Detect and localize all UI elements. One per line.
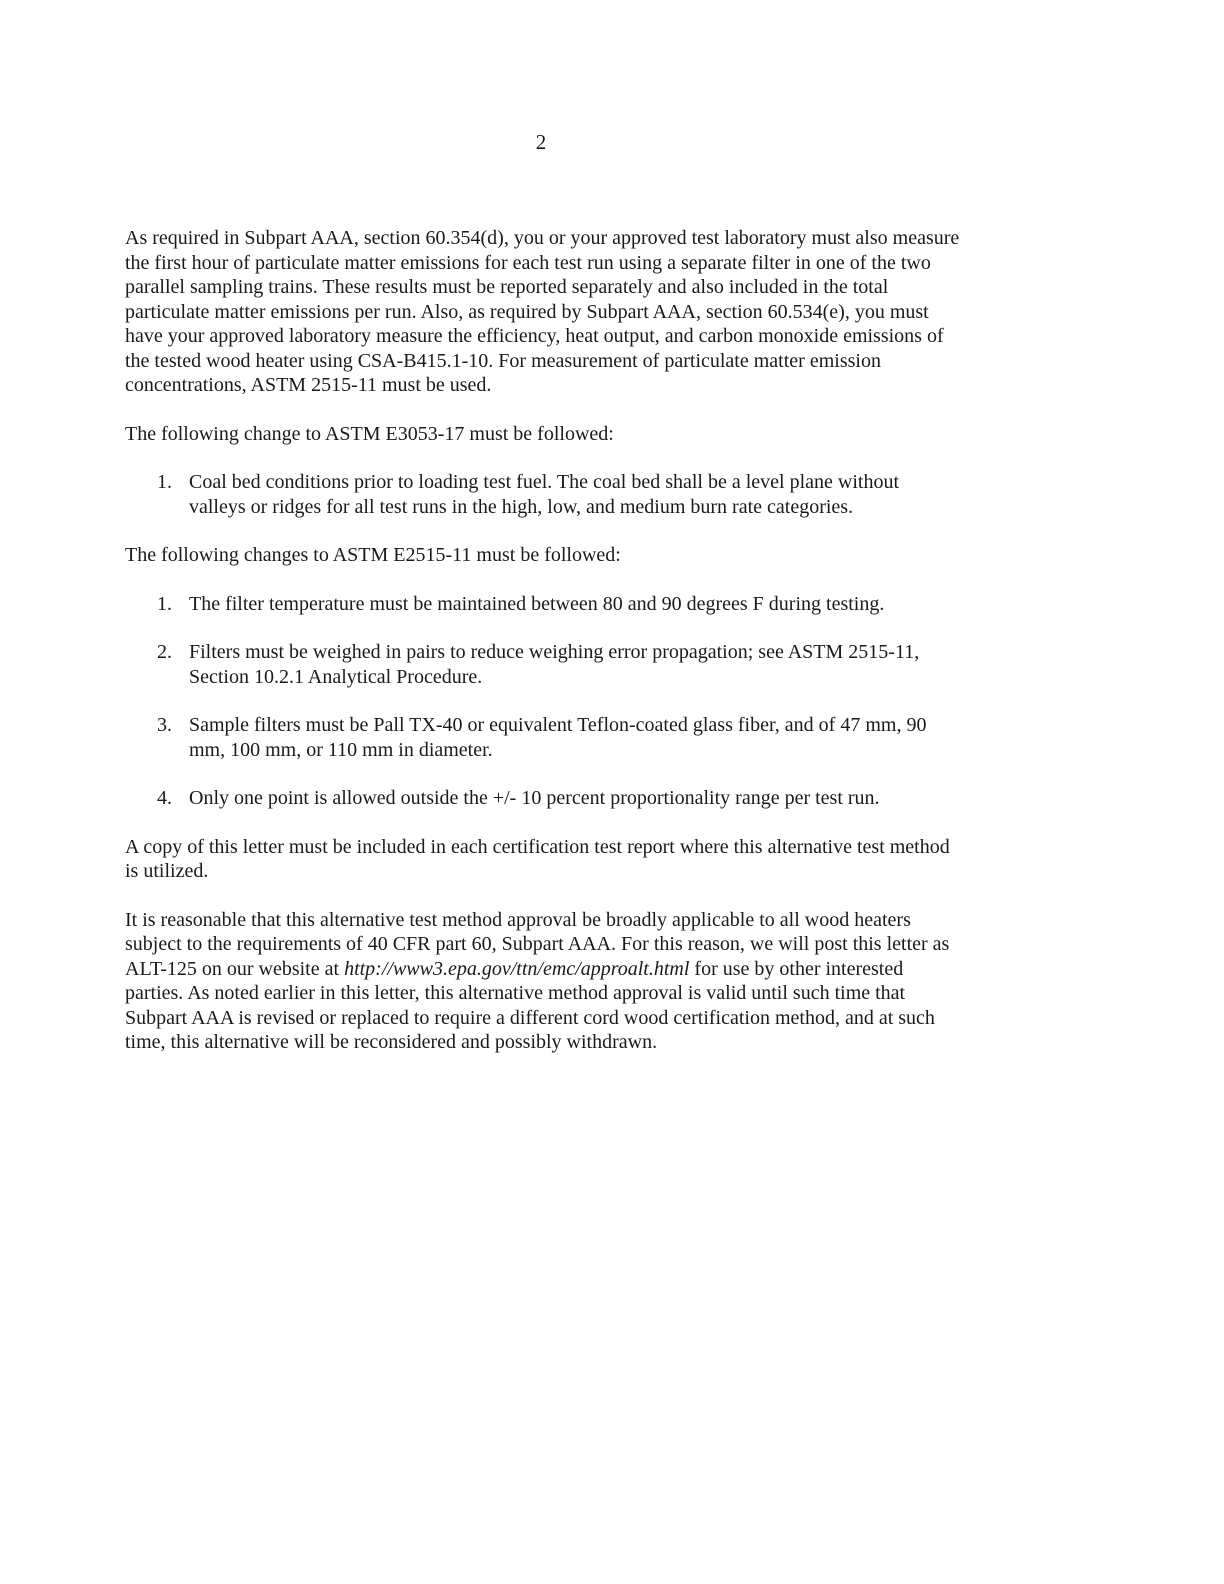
paragraph-copy-requirement: A copy of this letter must be included in each certification test report where this alternative test method is utilized. (125, 835, 950, 882)
list-item-number: 3. (157, 714, 172, 736)
paragraph-applicability (125, 908, 960, 1055)
list-e2515-changes (125, 592, 960, 811)
list-item (125, 470, 960, 519)
page-number: 2 (535, 130, 547, 154)
paragraph-e2515-intro: The following changes to ASTM E2515-11 must be followed: (125, 544, 621, 566)
list-e3053-changes (125, 470, 960, 519)
list-item-text: Filters must be weighed in pairs to reduce weighing error propagation; see ASTM 2515-11, Section 10.2.1 Analytical Procedure. (189, 641, 920, 688)
list-item-text: Only one point is allowed outside the +/- 10 percent proportionality range per test run. (189, 787, 880, 809)
list-item-number: 1. (157, 592, 172, 615)
website-link: http://www3.epa.gov/ttn/emc/approalt.html (344, 957, 690, 980)
list-item (125, 640, 960, 689)
list-item-number: 1. (157, 471, 172, 493)
paragraph-e3053-intro: The following change to ASTM E3053-17 must be followed: (125, 422, 614, 445)
applicability-text-start: It is reasonable that this alternative test method approval be broadly applicable to all wood heaters subject to the requirements of 40 CFR part 60, Subpart AAA. For this reason, we will post this letter as ALT-125 on our website at (125, 908, 950, 980)
applicability-text-end: for use by other interested parties. As noted earlier in this letter, this alternative method approval is valid until such time that Subpart AAA is revised or replaced to require a different cord wood certification method, and at such time, this alternative will be reconsidered and possibly withdrawn. (125, 957, 935, 1053)
list-item-text: Coal bed conditions prior to loading test fuel. The coal bed shall be a level plane without valleys or ridges for all test runs in the high, low, and medium burn rate categories. (189, 471, 900, 518)
list-item (125, 786, 960, 811)
list-item (125, 713, 960, 762)
list-item-text: The filter temperature must be maintained between 80 and 90 degrees F during testing. (189, 592, 885, 615)
list-item-text: Sample filters must be Pall TX-40 or equivalent Teflon-coated glass fiber, and of 47 mm, 90 mm, 100 mm, or 110 mm in diameter. (189, 714, 927, 761)
letter-body (125, 226, 960, 1055)
list-item-number: 4. (157, 787, 172, 809)
paragraph-subpart-requirements: As required in Subpart AAA, section 60.354(d), you or your approved test laboratory must also measure the first hour of particulate matter emissions for each test run using a separate filter in one of the two parallel sampling trains. These results must be reported separately and also included in the total particulate matter emissions per run. Also, as required by Subpart AAA, section 60.534(e), you must have your approved laboratory measure the efficiency, heat output, and carbon monoxide emissions of the tested wood heater using CSA-B415.1-10. For measurement of particulate matter emission concentrations, ASTM 2515-11 must be used. (125, 227, 960, 396)
list-item (125, 592, 960, 617)
list-item-number: 2. (157, 641, 172, 663)
